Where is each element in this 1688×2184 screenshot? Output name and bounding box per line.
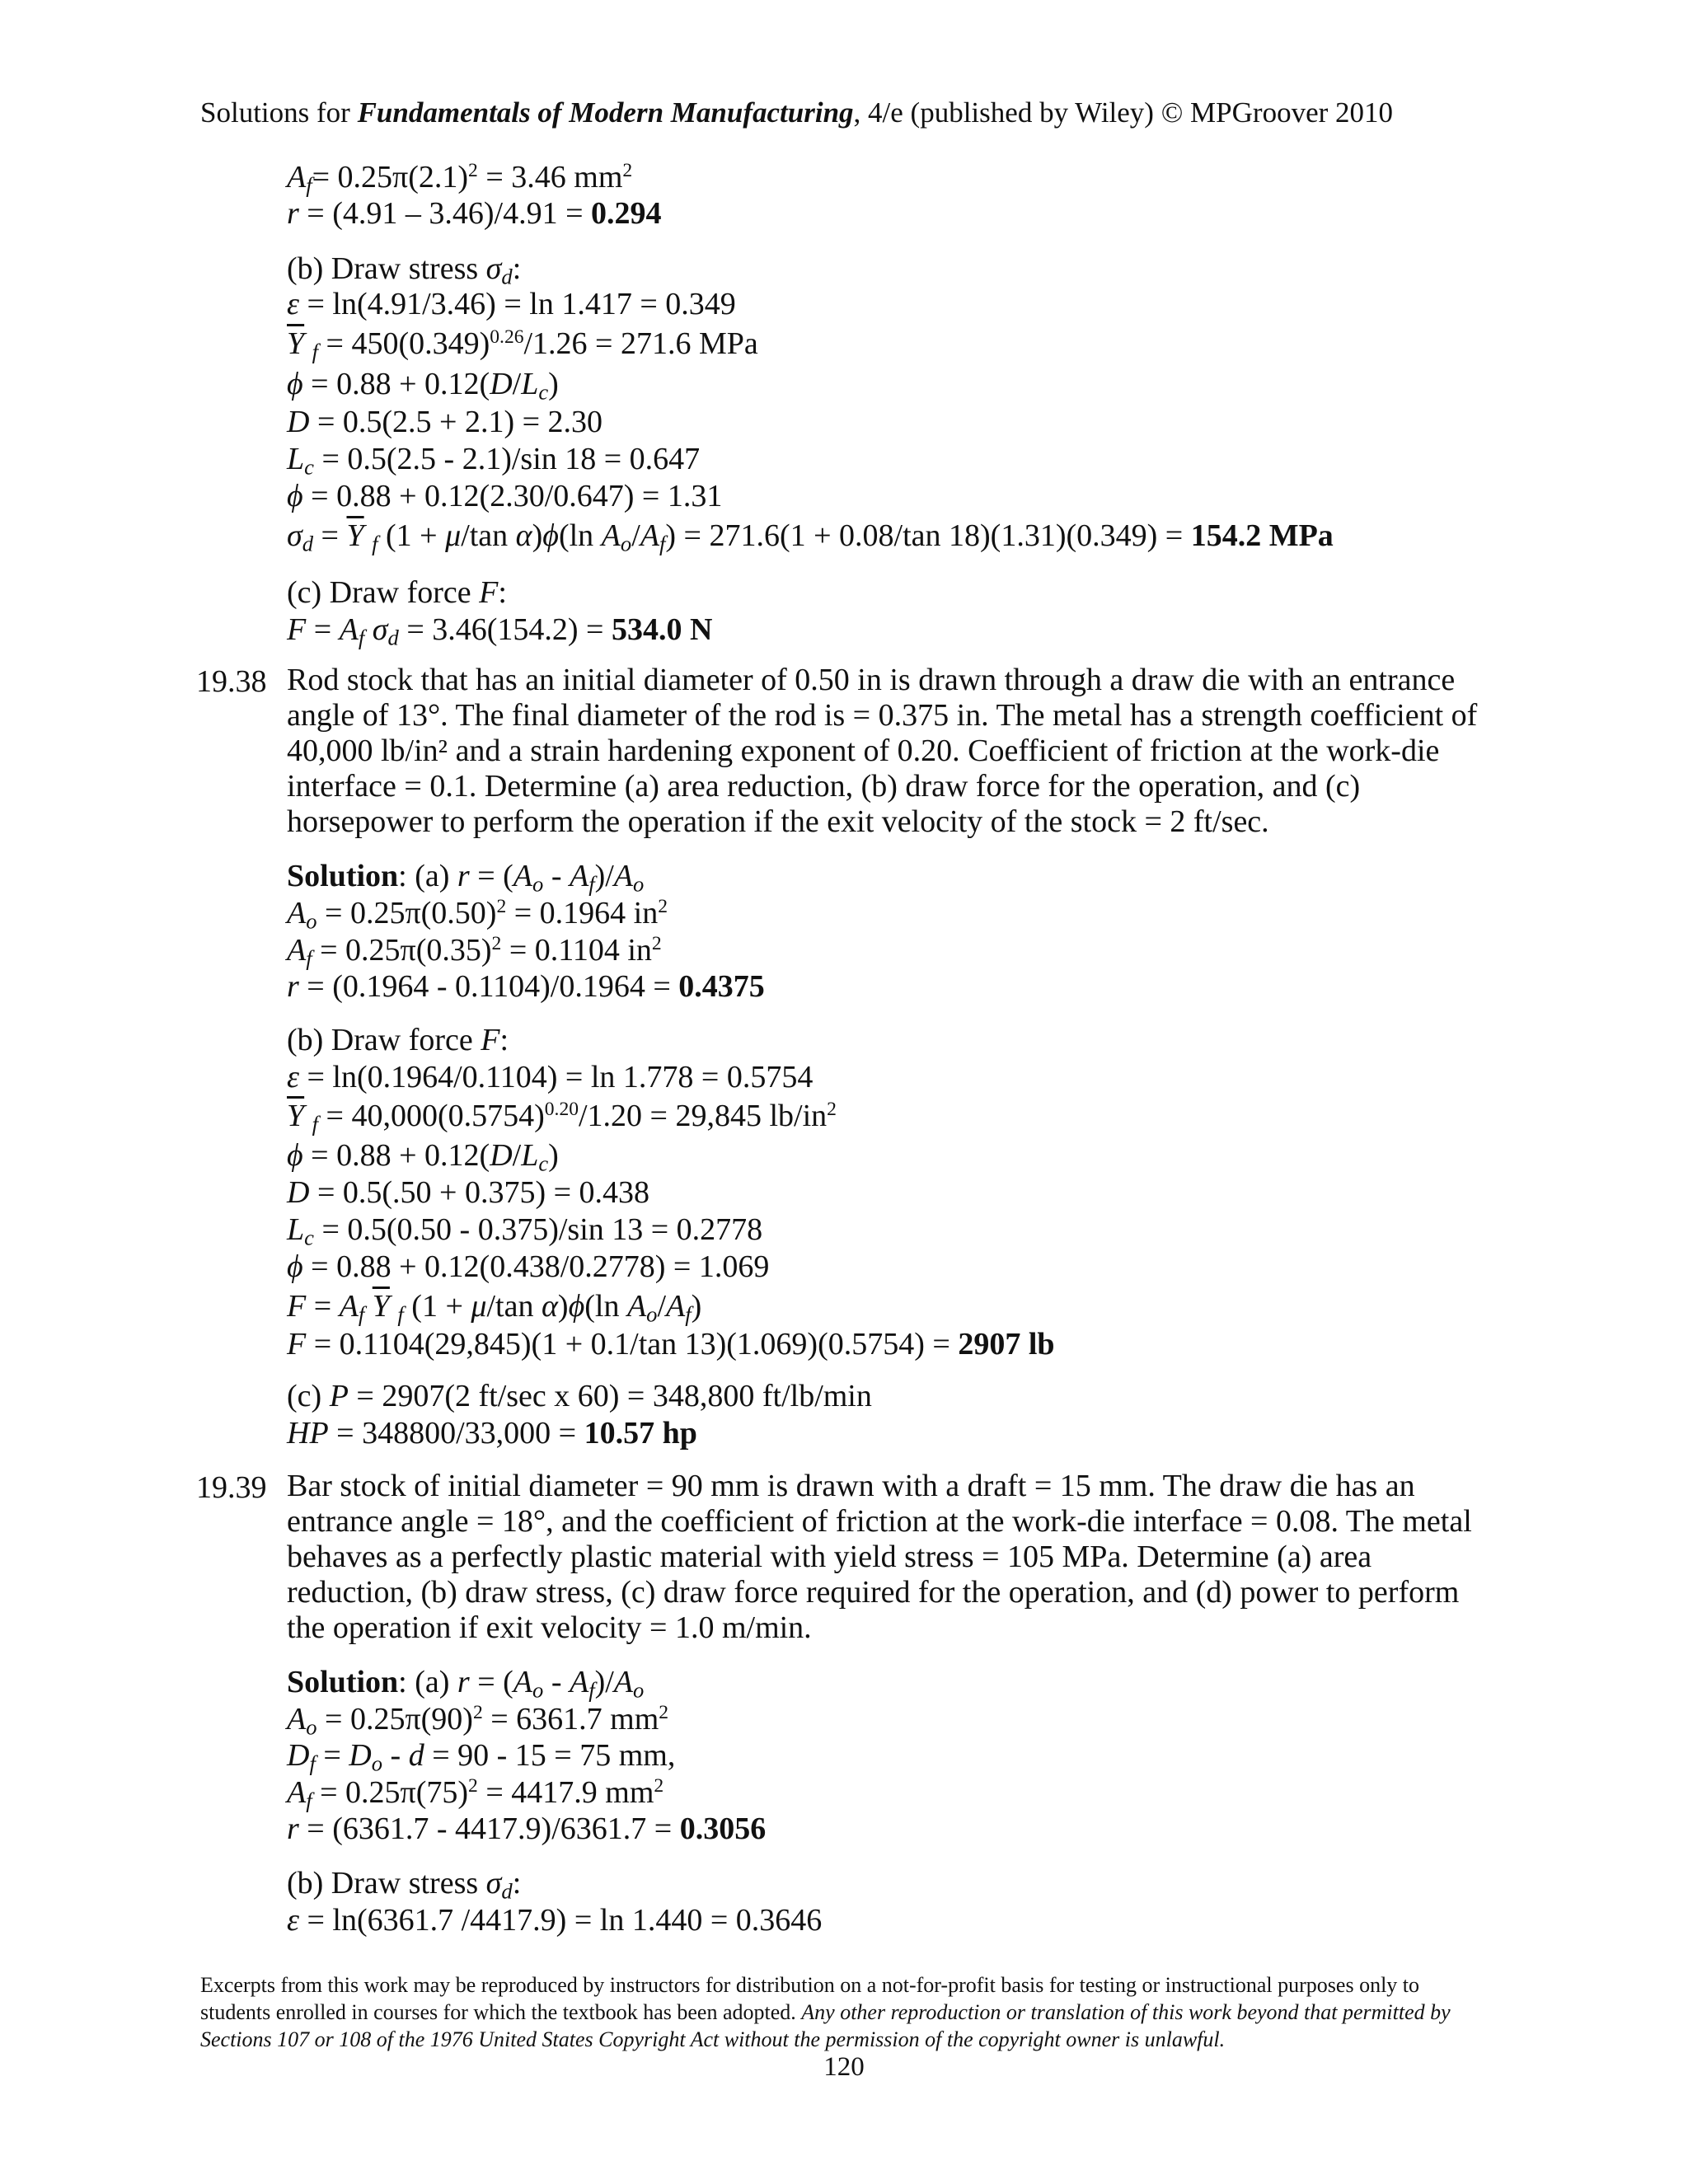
equation-line: $D_f = D_o - d = 90 - 15 = 75$ mm, — [287, 1738, 676, 1776]
footer-italic: Any other reproduction or translation of this work beyond that permitted by Sections 107 or 108 of the 1976 United States Copyright Act without the permission of the copyright owner is unlawful. — [200, 2000, 1451, 2051]
equation-line: $A_o = 0.25\pi(0.50)^2 = 0.1964$ $in^2$ — [287, 896, 668, 934]
equation-line: (c) P = 2907(2 ft/sec x 60) = 348,800 ft/lb/min — [287, 1379, 872, 1413]
page-header — [200, 96, 1393, 129]
equation-line: $L_c = 0.5(0.50 - 0.375)/\sin$ 13 = 0.2778 — [287, 1212, 763, 1250]
solution-line: Solution: (a) $r = (A_o - A_f)/A_o$ — [287, 1665, 645, 1703]
equation-line: $L_c = 0.5(2.5 - 2.1)/\sin$ 18 = 0.647 — [287, 442, 701, 480]
equation-line: $F = A_f$ $\sigma_d = 3.46(154.2) = 534.0$ N — [287, 612, 713, 650]
equation-line: ϕ = 0.88 + 0.12(0.438/0.2778) = 1.069 — [287, 1249, 770, 1284]
solution-label: Solution — [287, 859, 399, 893]
equation-af-value: = $0.25\pi(2.1)^2 = 3.46$ $mm^2$ — [312, 160, 633, 194]
problem-statement: Bar stock of initial diameter = 90 mm is drawn with a draft = 15 mm. The draw die has an entrance angle = 18°, and the coefficient of friction at the work-die interface = 0.08. The metal behaves as a perfectly plastic material with yield stress = 105 MPa. Determine (a) area reduction, (b) draw stress, (c) draw force required for the operation, and (d) power to perform the operation if exit velocity = 1.0 m/min. — [287, 1469, 1472, 1645]
page-number: 120 — [823, 2052, 865, 2082]
equation-line: $\phi = 0.88 + 0.12(D/L_c)$ — [287, 367, 559, 405]
equation-line: $A_f = 0.25\pi(0.35)^2 = 0.1104$ $in^2$ — [287, 933, 662, 971]
equation-line: ϕ = 0.88 + 0.12(2.30/0.647) = 1.31 — [287, 479, 723, 513]
equation-line: $F = A_f$ $\overline{Y}$ $_f$ (1 + μ/tan α)ϕ(ln $A_o/A_f$) — [287, 1289, 702, 1327]
equation-line: $\overline{Y}$ $_f = 450(0.349)^{0.26}/1.26 = 271.6$ MPa — [287, 326, 758, 364]
equation-line: $A_o = 0.25\pi(90)^2 = 6361.7$ $mm^2$ — [287, 1702, 669, 1740]
footer-plain: Excerpts from this work may be reproduced by instructors for distribution on a not-for-profit basis for testing or instructional purposes only to students enrolled in courses for which the textbook has been adopted. — [200, 1973, 1420, 2024]
solution-label: Solution — [287, 1665, 399, 1699]
equation-line: D = 0.5(2.5 + 2.1) = 2.30 — [287, 405, 603, 439]
equation-line: ε = ln(0.1964/0.1104) = ln 1.778 = 0.5754 — [287, 1060, 814, 1094]
equation-line: r = (4.91 – 3.46)/4.91 = 0.294 — [287, 196, 662, 231]
section-label: (b) Draw stress $\sigma_d$: — [287, 251, 522, 289]
equation-line: ε = ln(4.91/3.46) = ln 1.417 = 0.349 — [287, 287, 736, 321]
equation-line: $\phi = 0.88 + 0.12(D/L_c)$ — [287, 1138, 559, 1176]
problem-statement: Rod stock that has an initial diameter of 0.50 in is drawn through a draw die with an entrance angle of 13°. The final diameter of the rod is = 0.375 in. The metal has a strength coefficient of 40,000 lb/in² and a strain hardening exponent of 0.20. Coefficient of friction at the work-die interface = 0.1. Determine (a) area reduction, (b) draw force for the operation, and (c) horsepower to perform the operation if the exit velocity of the stock = 2 ft/sec. — [287, 663, 1478, 839]
equation-line: ε = ln(6361.7 /4417.9) = ln 1.440 = 0.3646 — [287, 1903, 823, 1938]
header-prefix: Solutions for — [200, 96, 358, 129]
section-label: (c) Draw force F: — [287, 575, 507, 610]
equation-line: HP = 348800/33,000 = 10.57 hp — [287, 1416, 697, 1451]
header-suffix: , 4/e (published by Wiley) © MPGroover 2010 — [853, 96, 1394, 129]
book-title: Fundamentals of Modern Manufacturing — [357, 96, 854, 129]
equation-line: $\overline{Y}$ $_f = 40,000(0.5754)^{0.20}/1.20 = 29,845$ $lb/in^2$ — [287, 1099, 837, 1137]
equation-line: r = (6361.7 - 4417.9)/6361.7 = 0.3056 — [287, 1811, 767, 1846]
section-label: (b) Draw stress $\sigma_d$: — [287, 1866, 522, 1904]
equation-line: F = 0.1104(29,845)(1 + 0.1/tan 13)(1.069)(0.5754) = 2907 lb — [287, 1327, 1055, 1361]
equation-line: D = 0.5(.50 + 0.375) = 0.438 — [287, 1175, 650, 1210]
section-label: (b) Draw force F: — [287, 1023, 509, 1057]
equation-line: $A_f= 0.25\pi(2.1)^2 = 3.46$ $mm^2$ — [287, 160, 633, 198]
problem-number: 19.38 — [196, 664, 267, 699]
solution-line: Solution: (a) $r = (A_o - A_f)/A_o$ — [287, 859, 645, 897]
equation-line: $\sigma_d = \overline{Y}$ $_f$ (1 + μ/tan α)ϕ(ln $A_o/A_f) = 271.6(1 + 0.08/\tan$ 18)(1.31)(0.349) = 154.2 MPa — [287, 518, 1334, 556]
copyright-footer — [200, 1971, 1486, 2053]
equation-line: $A_f = 0.25\pi(75)^2 = 4417.9$ $mm^2$ — [287, 1775, 664, 1813]
equation-line: r = (0.1964 - 0.1104)/0.1964 = 0.4375 — [287, 969, 765, 1004]
problem-number: 19.39 — [196, 1470, 267, 1505]
